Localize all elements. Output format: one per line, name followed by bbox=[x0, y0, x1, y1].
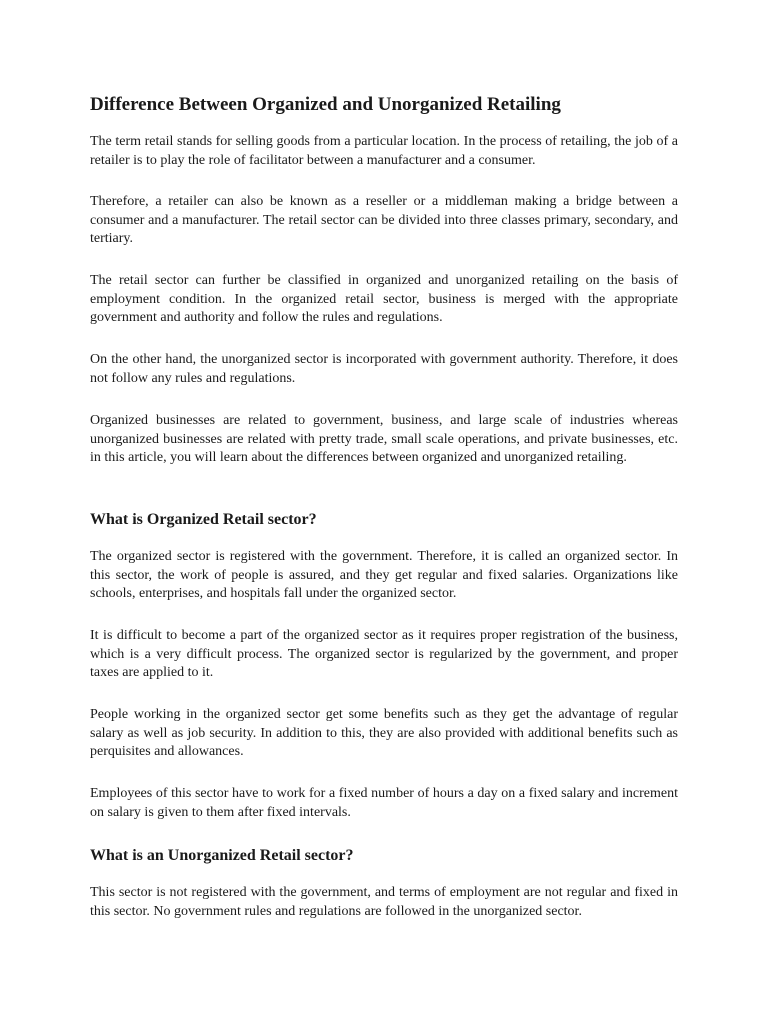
section-heading-organized: What is Organized Retail sector? bbox=[90, 511, 317, 528]
intro-paragraph-2: Therefore, a retailer can also be known as a reseller or a middleman making a bridge between a consumer and a manufacturer. The retail sector can be divided into three classes primary, secondary, and tertiary. bbox=[90, 194, 678, 246]
intro-paragraph-3: The retail sector can further be classified in organized and unorganized retailing on the basis of employment condition. In the organized retail sector, business is merged with the appropriate government and authority and follow the rules and regulations. bbox=[90, 273, 678, 325]
intro-paragraph-1: The term retail stands for selling goods from a particular location. In the process of retailing, the job of a retailer is to play the role of facilitator between a manufacturer and a consumer. bbox=[90, 134, 678, 168]
unorganized-paragraph-1: This sector is not registered with the government, and terms of employment are not regular and fixed in this sector. No government rules and regulations are followed in the unorganized sector. bbox=[90, 885, 678, 919]
document-title: Difference Between Organized and Unorganized Retailing bbox=[90, 94, 561, 115]
section-heading-unorganized: What is an Unorganized Retail sector? bbox=[90, 847, 354, 864]
intro-paragraph-4: On the other hand, the unorganized sector is incorporated with government authority. Therefore, it does not follow any rules and regulations. bbox=[90, 352, 678, 386]
organized-paragraph-3: People working in the organized sector get some benefits such as they get the advantage of regular salary as well as job security. In addition to this, they are also provided with additional benefits such as perquisites and allowances. bbox=[90, 707, 678, 759]
organized-paragraph-2: It is difficult to become a part of the organized sector as it requires proper registration of the business, which is a very difficult process. The organized sector is regularized by the government, and proper taxes are applied to it. bbox=[90, 628, 678, 680]
organized-paragraph-1: The organized sector is registered with the government. Therefore, it is called an organized sector. In this sector, the work of people is assured, and they get regular and fixed salaries. Organizations like schools, enterprises, and hospitals fall under the organized sector. bbox=[90, 549, 678, 601]
intro-paragraph-5: Organized businesses are related to government, business, and large scale of industries whereas unorganized businesses are related with pretty trade, small scale operations, and private businesses, etc. in this article, you will learn about the differences between organized and unorganized retailing. bbox=[90, 413, 678, 465]
organized-paragraph-4: Employees of this sector have to work for a fixed number of hours a day on a fixed salary and increment on salary is given to them after fixed intervals. bbox=[90, 786, 678, 820]
